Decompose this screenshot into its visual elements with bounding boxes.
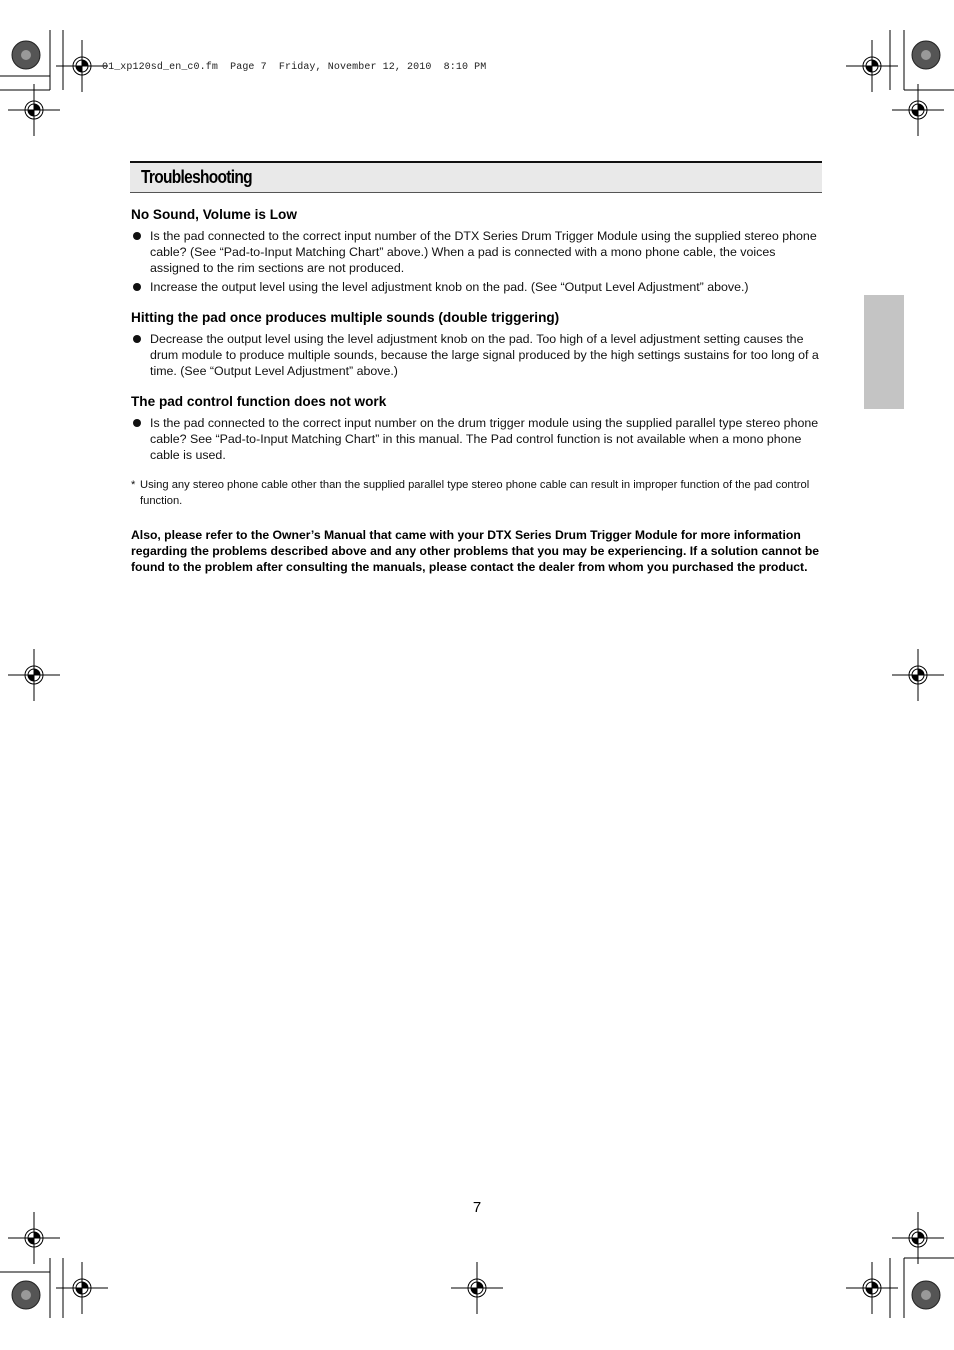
- registration-mark-icon: [56, 1262, 108, 1314]
- list-item: Decrease the output level using the level adjustment knob on the pad. Too high of a level adjustment setting causes the drum module to produce multiple sounds, because the large signal produced by the high settings sustains for too long of a time. (See “Output Level Adjustment” above.): [131, 331, 823, 379]
- registration-star-icon: [912, 41, 940, 69]
- bullet-list: [131, 228, 823, 295]
- chapter-side-tab: [864, 295, 904, 409]
- registration-star-icon: [912, 1281, 940, 1309]
- bullet-list: [131, 415, 823, 463]
- registration-star-icon: [12, 41, 40, 69]
- file-info-header: 01_xp120sd_en_c0.fm Page 7 Friday, November 12, 2010 8:10 PM: [102, 62, 487, 73]
- registration-mark-icon: [451, 1262, 503, 1314]
- registration-mark-icon: [8, 84, 60, 136]
- footnote-marker: *: [131, 479, 136, 491]
- registration-mark-icon: [892, 1212, 944, 1264]
- list-item: Is the pad connected to the correct input number on the drum trigger module using the supplied parallel type stereo phone cable? See “Pad-to-Input Matching Chart” in this manual. The Pad control function is not available when a mono phone cable is used.: [131, 415, 823, 463]
- section-heading: No Sound, Volume is Low: [131, 207, 297, 222]
- bullet-list: [131, 331, 823, 379]
- registration-mark-icon: [8, 649, 60, 701]
- main-content: [131, 206, 823, 575]
- section-double-triggering: [131, 309, 823, 379]
- list-item: Increase the output level using the level adjustment knob on the pad. (See “Output Level Adjustment” above.): [131, 279, 823, 295]
- list-item: Is the pad connected to the correct input number of the DTX Series Drum Trigger Module using the supplied stereo phone cable? (See “Pad-to-Input Matching Chart” above.) When a pad is connected with a mono phone cable, the voices assigned to the rim sections are not produced.: [131, 228, 823, 276]
- page-number: 7: [472, 1199, 482, 1216]
- registration-star-icon: [12, 1281, 40, 1309]
- bullet-icon: [133, 283, 141, 291]
- registration-mark-icon: [56, 40, 108, 92]
- registration-mark-icon: [8, 1212, 60, 1264]
- page-title: Troubleshooting: [141, 167, 252, 187]
- registration-mark-icon: [892, 84, 944, 136]
- bullet-icon: [133, 335, 141, 343]
- section-no-sound: [131, 206, 823, 295]
- bullet-icon: [133, 419, 141, 427]
- bullet-icon: [133, 232, 141, 240]
- section-pad-control: [131, 393, 823, 463]
- footnote-text: Using any stereo phone cable other than the supplied parallel type stereo phone cable can result in improper function of the pad control function.: [140, 479, 810, 507]
- section-heading: Hitting the pad once produces multiple sounds (double triggering): [131, 310, 560, 325]
- footnote: [131, 477, 823, 509]
- closing-paragraph: Also, please refer to the Owner’s Manual that came with your DTX Series Drum Trigger Module for more information regarding the problems described above and any other problems that you may be experiencing. If a solution cannot be found to the problem after consulting the manuals, please contact the dealer from whom you purchased the product.: [131, 528, 820, 574]
- title-bar: [130, 161, 822, 193]
- registration-mark-icon: [892, 649, 944, 701]
- section-heading: The pad control function does not work: [131, 394, 387, 409]
